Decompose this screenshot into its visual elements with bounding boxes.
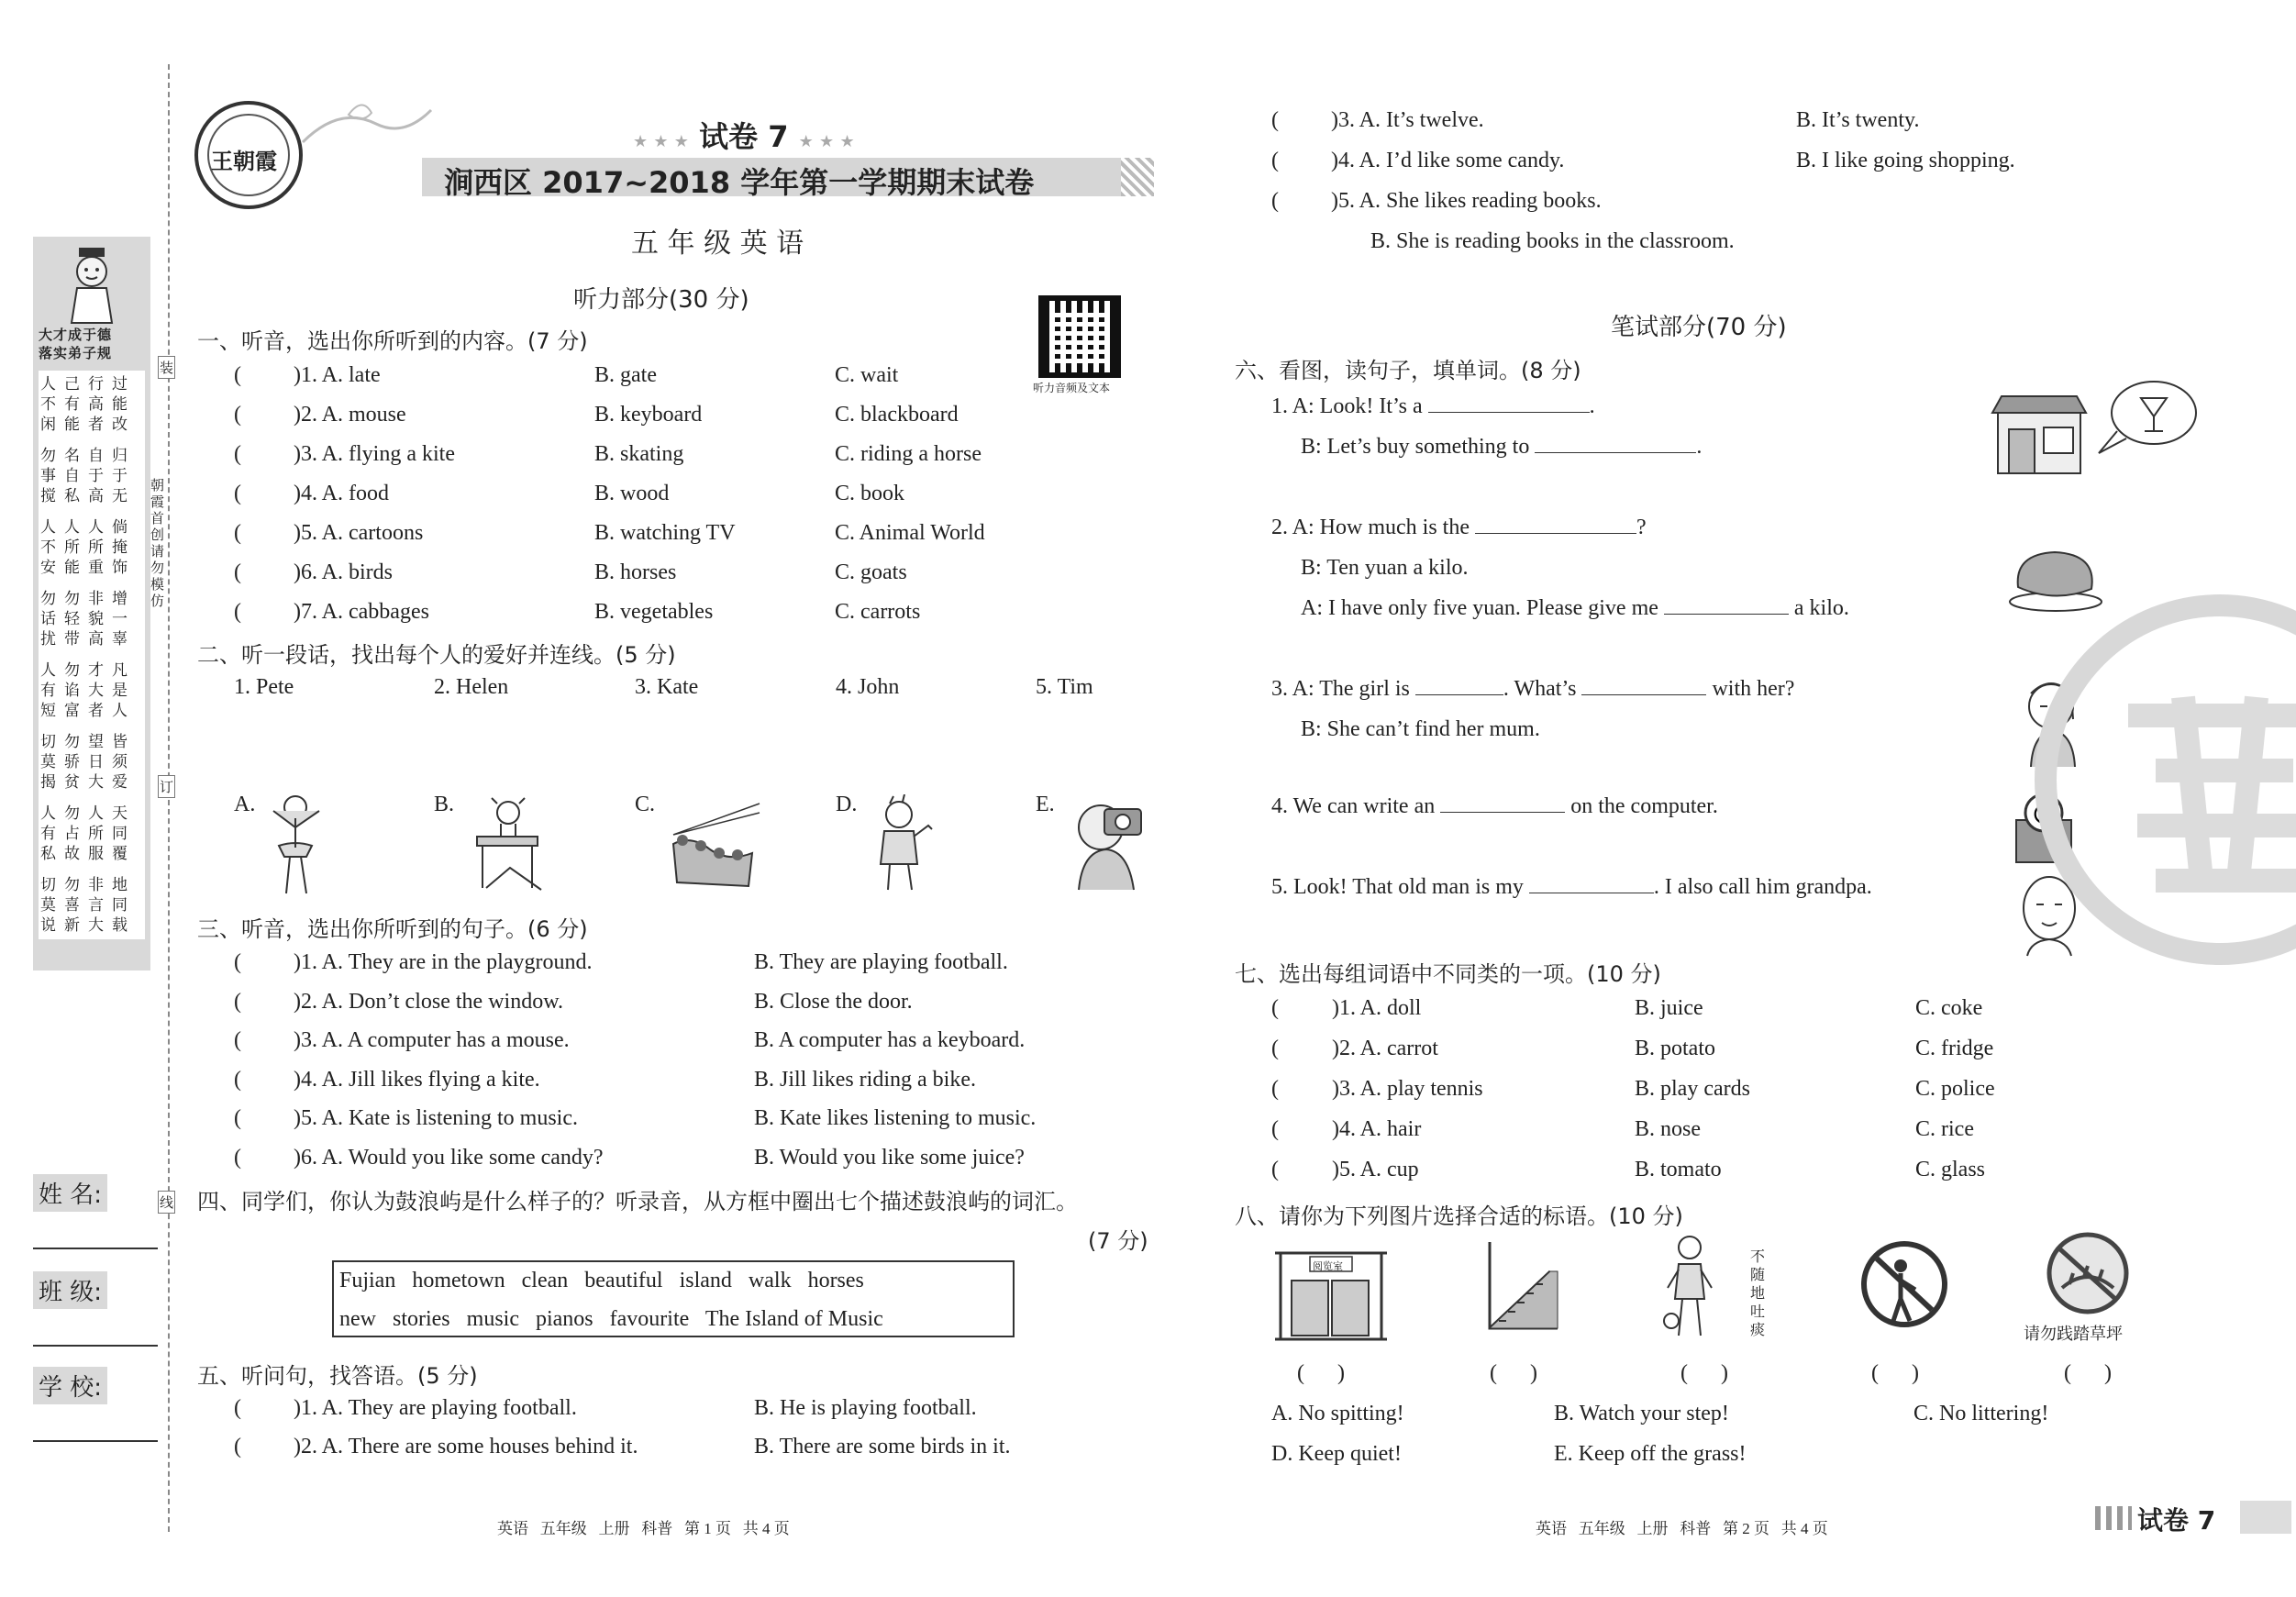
vertical-note: 朝霞首创 请勿模仿	[150, 477, 165, 609]
option-c: C. police	[1915, 1077, 1995, 1101]
runners-icon	[664, 798, 765, 890]
motto-row: 扰带高辜	[40, 630, 136, 649]
q6-1b-text: B: Let’s buy something to	[1301, 435, 1530, 459]
answer-paren[interactable]: (	[234, 521, 241, 545]
sign-answer-blank[interactable]: ( )	[1680, 1361, 1728, 1385]
option-a: )1. A. They are playing football.	[294, 1396, 577, 1420]
q6-1a-text: 1. A: Look! It’s a	[1271, 394, 1423, 418]
motto-row: 莫骄日须	[40, 753, 136, 771]
sign-answer-blank[interactable]: ( )	[2064, 1361, 2112, 1385]
option-c: C. rice	[1915, 1117, 1974, 1141]
option-b: B. tomato	[1635, 1158, 1722, 1181]
banner-pattern	[1121, 158, 1154, 196]
motto-title-2: 落实弟子规	[39, 345, 113, 361]
binding-mark-3: 线	[158, 1191, 175, 1214]
section-1-title: 一、听音，选出你所听到的内容。(7 分)	[197, 328, 588, 354]
motto-title-1: 大才成于德	[39, 327, 113, 343]
option-n: )1. A. late	[294, 363, 381, 387]
option-b: B. There are some birds in it.	[754, 1435, 1011, 1458]
photographer-icon	[1060, 794, 1148, 892]
subject-title: 五 年 级 英 语	[631, 227, 804, 260]
option-b: B. They are playing football.	[754, 950, 1008, 974]
motto-row: 不所所掩	[40, 538, 136, 557]
binding-mark-1: 装	[158, 356, 175, 379]
qr-pattern	[1053, 310, 1106, 363]
pic-label: D.	[836, 793, 858, 816]
binding-mark-2: 订	[158, 775, 175, 798]
school-label: 学 校:	[33, 1367, 107, 1404]
option-c: C. goats	[835, 560, 907, 584]
pic-label: C.	[635, 793, 656, 816]
option-b: B. vegetables	[594, 600, 714, 624]
sign-option: C. No littering!	[1913, 1402, 2049, 1425]
option-b: B. juice	[1635, 996, 1703, 1020]
motto-row: 莫喜言同	[40, 896, 136, 915]
section-2-title: 二、听一段话，找出每个人的爱好并连线。(5 分)	[197, 642, 676, 668]
option-c: C. glass	[1915, 1158, 1986, 1181]
person-name: 2. Helen	[434, 675, 509, 699]
sign-answer-blank[interactable]: ( )	[1871, 1361, 1919, 1385]
ribbon-decoration	[294, 96, 440, 151]
q6-3a-tail: with her?	[1712, 677, 1795, 701]
person-name: 1. Pete	[234, 675, 294, 699]
answer-blank[interactable]	[1581, 694, 1706, 695]
option-b: B. watching TV	[594, 521, 736, 545]
option-a: )5. A. cup	[1332, 1158, 1419, 1181]
answer-paren[interactable]: (	[234, 442, 241, 466]
section-3-title: 三、听音，选出你所听到的句子。(6 分)	[197, 916, 588, 942]
person-name: 4. John	[836, 675, 900, 699]
option-b: B. potato	[1635, 1037, 1715, 1060]
series-text: 试卷 7	[699, 119, 789, 154]
word-box-row-2: new stories music pianos favourite The Island of Music	[339, 1307, 883, 1331]
option-n: )6. A. birds	[294, 560, 393, 584]
q6-2c	[1301, 596, 1849, 621]
answer-paren[interactable]: (	[234, 560, 241, 584]
q6-5-text: 5. Look! That old man is my	[1271, 875, 1524, 899]
q6-2c-tail: a kilo.	[1793, 596, 1849, 620]
q6-4	[1271, 794, 1718, 819]
motto-row: 事自于于	[40, 467, 136, 485]
q6-1b: B: Let’s buy something to .	[1301, 435, 1703, 459]
q6-2b: B: Ten yuan a kilo.	[1301, 556, 1469, 580]
motto-row: 切勿望皆	[40, 733, 136, 751]
motto-row: 人人人倘	[40, 518, 136, 537]
sign-option: A. No spitting!	[1271, 1402, 1404, 1425]
sign-option: B. Watch your step!	[1554, 1402, 1729, 1425]
svg-text:@: @	[2033, 800, 2055, 826]
option-a: )2. A. There are some houses behind it.	[294, 1435, 638, 1458]
motto-row: 话轻貌一	[40, 610, 136, 628]
answer-paren[interactable]: (	[234, 600, 241, 624]
pic-label: E.	[1036, 793, 1055, 816]
pic-label: A.	[234, 793, 256, 816]
binding-line	[168, 64, 170, 1532]
option-b: B. Kate likes listening to music.	[754, 1106, 1037, 1130]
answer-paren[interactable]: (	[234, 1067, 241, 1092]
answer-paren[interactable]: (	[1271, 1037, 1279, 1060]
answer-paren[interactable]: (	[234, 1435, 241, 1458]
option-a: )5. A. She likes reading books.	[1331, 189, 1602, 213]
section-4-title: 四、同学们，你认为鼓浪屿是什么样子的？听录音，从方框中圈出七个描述鼓浪屿的词汇。	[197, 1189, 1078, 1214]
option-a: )4. A. I’d like some candy.	[1331, 149, 1565, 172]
option-b: B. skating	[594, 442, 684, 466]
motto-row: 闲能者改	[40, 416, 136, 434]
listening-heading: 听力部分(30 分)	[573, 286, 749, 314]
q6-2c-text: A: I have only five yuan. Please give me	[1301, 596, 1658, 620]
q6-3b: B: She can’t find her mum.	[1301, 717, 1540, 741]
brand-logo	[194, 101, 303, 209]
library-sign: 阅览室	[1313, 1260, 1343, 1272]
option-b: B. keyboard	[594, 403, 703, 427]
corner-bar	[2240, 1501, 2291, 1534]
section-7-title: 七、选出每组词语中不同类的一项。(10 分)	[1235, 961, 1661, 987]
exam-title: 涧西区 2017~2018 学年第一学期期末试卷	[444, 165, 1035, 200]
option-n: )4. A. food	[294, 482, 389, 505]
section-4-score: (7 分)	[1088, 1228, 1148, 1254]
answer-blank[interactable]	[1415, 694, 1503, 695]
option-c: C. riding a horse	[835, 442, 982, 466]
option-a: )5. A. Kate is listening to music.	[294, 1106, 578, 1130]
option-a: )4. A. hair	[1332, 1117, 1422, 1141]
motto-row: 勿名自归	[40, 447, 136, 465]
option-c: C. wait	[835, 363, 899, 387]
motto-row: 安能重饰	[40, 559, 136, 577]
qr-caption: 听力音频及文本	[1033, 382, 1111, 394]
corner-pattern	[2095, 1506, 2132, 1530]
option-b: B. nose	[1635, 1117, 1701, 1141]
answer-paren[interactable]: (	[234, 989, 241, 1014]
motto-columns	[39, 371, 145, 939]
option-n: )5. A. cartoons	[294, 521, 424, 545]
option-b: B. horses	[594, 560, 677, 584]
option-b: B. Would you like some juice?	[754, 1145, 1025, 1170]
answer-paren[interactable]: (	[1271, 1077, 1279, 1101]
motto-row: 说新大载	[40, 916, 136, 935]
class-label: 班 级:	[33, 1271, 107, 1309]
s5-extra-option: B. She is reading books in the classroom.	[1370, 229, 1735, 253]
answer-blank[interactable]	[1475, 533, 1636, 534]
option-b: B. wood	[594, 482, 670, 505]
option-c: C. book	[835, 482, 905, 505]
no-littering-sign-icon	[1858, 1238, 1950, 1330]
answer-paren[interactable]: (	[234, 1028, 241, 1052]
girl-at-desk-icon	[464, 794, 552, 897]
q6-4-tail: on the computer.	[1570, 794, 1718, 818]
motto-row: 勿勿非增	[40, 590, 136, 608]
class-field[interactable]	[33, 1345, 158, 1347]
answer-blank[interactable]	[1664, 614, 1789, 615]
option-n: )2. A. mouse	[294, 403, 406, 427]
option-a: )2. A. carrot	[1332, 1037, 1438, 1060]
q6-4-text: 4. We can write an	[1271, 794, 1436, 818]
answer-paren[interactable]: (	[234, 363, 241, 387]
motto-row: 搅私高无	[40, 487, 136, 505]
section-6-title: 六、看图，读句子，填单词。(8 分)	[1235, 358, 1581, 383]
star-icon: ★ ★ ★	[633, 132, 689, 151]
sign-option: E. Keep off the grass!	[1554, 1442, 1747, 1466]
school-field[interactable]	[33, 1440, 158, 1442]
option-b: B. Close the door.	[754, 989, 913, 1014]
option-b: B. A computer has a keyboard.	[754, 1028, 1026, 1052]
answer-paren[interactable]: (	[234, 1396, 241, 1420]
option-b: B. gate	[594, 363, 657, 387]
motto-row: 不有高能	[40, 395, 136, 414]
option-c: C. blackboard	[835, 403, 959, 427]
answer-paren[interactable]: (	[234, 403, 241, 427]
answer-paren[interactable]: (	[1271, 996, 1279, 1020]
option-b: B. It’s twenty.	[1796, 108, 1920, 132]
logo-text: 王朝霞	[211, 149, 277, 174]
motto-row: 有谄大是	[40, 682, 136, 700]
shop-drink-icon	[1989, 376, 2200, 479]
motto-row: 切勿非地	[40, 876, 136, 894]
motto-row: 人勿人天	[40, 804, 136, 823]
qr-code[interactable]	[1038, 295, 1121, 378]
option-a: )2. A. Don’t close the window.	[294, 989, 563, 1014]
person-name: 5. Tim	[1036, 675, 1093, 699]
answer-paren[interactable]: (	[234, 1106, 241, 1130]
option-a: )1. A. doll	[1332, 996, 1422, 1020]
series-label	[633, 114, 855, 156]
section-5-title: 五、听问句，找答语。(5 分)	[197, 1363, 478, 1389]
q6-5	[1271, 875, 1872, 900]
answer-paren[interactable]: (	[1271, 108, 1279, 132]
section-8-title: 八、请你为下列图片选择合适的标语。(10 分)	[1235, 1203, 1683, 1229]
corner-label: 试卷 7	[2137, 1505, 2216, 1536]
stairs-icon	[1486, 1238, 1559, 1332]
q6-5-tail: . I also call him grandpa.	[1653, 875, 1872, 899]
motto-row: 人己行过	[40, 375, 136, 394]
sign-answer-blank[interactable]: ( )	[1297, 1361, 1345, 1385]
q6-3a	[1271, 677, 1794, 702]
name-label: 姓 名:	[33, 1174, 107, 1212]
option-c: C. Animal World	[835, 521, 985, 545]
q6-2a-text: 2. A: How much is the	[1271, 516, 1470, 539]
option-a: )1. A. They are in the playground.	[294, 950, 593, 974]
motto-row: 有占所同	[40, 825, 136, 843]
answer-blank[interactable]	[1440, 812, 1565, 813]
writing-heading: 笔试部分(70 分)	[1611, 314, 1787, 341]
word-box-row-1: Fujian hometown clean beautiful island walk horses	[339, 1269, 864, 1292]
spit-sign: 不随地吐痰	[1750, 1248, 1766, 1338]
q6-3a-text: 3. A: The girl is	[1271, 677, 1410, 701]
motto-row: 私故服覆	[40, 845, 136, 863]
footer-left: 英语 五年级 上册 科普 第 1 页 共 4 页	[497, 1520, 790, 1537]
option-a: )3. A. It’s twelve.	[1331, 108, 1484, 132]
q6-1a: 1. A: Look! It’s a .	[1271, 394, 1595, 418]
answer-blank[interactable]	[1535, 452, 1696, 453]
name-field[interactable]	[33, 1248, 158, 1249]
motto-row: 短富者人	[40, 702, 136, 720]
star-icon: ★ ★ ★	[798, 132, 855, 151]
dancer-icon	[255, 791, 338, 901]
option-b: B. He is playing football.	[754, 1396, 977, 1420]
option-n: )3. A. flying a kite	[294, 442, 455, 466]
answer-paren[interactable]: (	[234, 1145, 241, 1170]
option-a: )3. A. play tennis	[1332, 1077, 1483, 1101]
grass-sign: 请勿践踏草坪	[2024, 1325, 2123, 1344]
q6-2a: 2. A: How much is the ?	[1271, 516, 1647, 539]
boy-singing-icon	[862, 794, 945, 895]
answer-paren[interactable]: (	[1271, 149, 1279, 172]
sign-answer-blank[interactable]: ( )	[1490, 1361, 1537, 1385]
motto-row: 揭贫大爱	[40, 773, 136, 792]
spitting-man-icon	[1658, 1233, 1723, 1343]
answer-paren[interactable]: (	[234, 482, 241, 505]
option-a: )3. A. A computer has a mouse.	[294, 1028, 570, 1052]
keep-off-grass-sign-icon	[2042, 1229, 2134, 1317]
motto-row: 人勿才凡	[40, 661, 136, 680]
sign-option: D. Keep quiet!	[1271, 1442, 1402, 1466]
answer-paren[interactable]: (	[1271, 1117, 1279, 1141]
option-c: C. coke	[1915, 996, 1983, 1020]
scholar-illustration	[55, 244, 128, 325]
person-name: 3. Kate	[635, 675, 699, 699]
option-a: )4. A. Jill likes flying a kite.	[294, 1067, 540, 1092]
option-c: C. fridge	[1915, 1037, 1994, 1060]
option-c: C. carrots	[835, 600, 921, 624]
answer-paren[interactable]: (	[1271, 189, 1279, 213]
pic-label: B.	[434, 793, 455, 816]
answer-paren[interactable]: (	[234, 950, 241, 974]
footer-right: 英语 五年级 上册 科普 第 2 页 共 4 页	[1536, 1520, 1828, 1537]
answer-blank[interactable]	[1428, 412, 1590, 413]
option-b: B. Jill likes riding a bike.	[754, 1067, 976, 1092]
secret-seal-icon	[2018, 587, 2296, 972]
option-b: B. I like going shopping.	[1796, 149, 2015, 172]
sidebar-motto-panel	[33, 237, 150, 970]
option-a: )6. A. Would you like some candy?	[294, 1145, 604, 1170]
option-b: B. play cards	[1635, 1077, 1750, 1101]
option-n: )7. A. cabbages	[294, 600, 429, 624]
answer-paren[interactable]: (	[1271, 1158, 1279, 1181]
q6-3a-mid: . What’s	[1503, 677, 1577, 701]
